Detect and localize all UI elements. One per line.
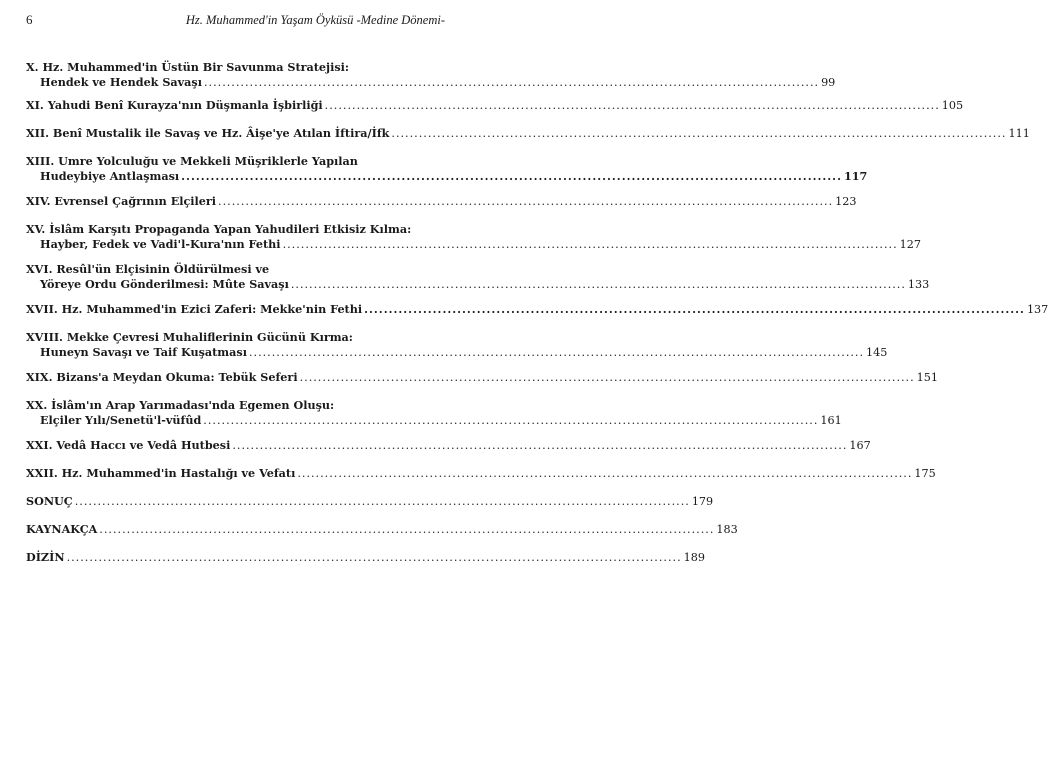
leader-dots: ....................................................................................................................................... xyxy=(297,467,913,480)
toc-entry-page: 133 xyxy=(907,278,930,291)
running-title: Hz. Muhammed'in Yaşam Öyküsü -Medine Dönemi- xyxy=(185,13,445,27)
toc-entry-title: XI. Yahudi Benî Kurayza'nın Düşmanla İşbirliği xyxy=(26,98,323,112)
toc-entry-title: DİZİN xyxy=(26,550,65,564)
toc-entry-title: Hudeybiye Antlaşması xyxy=(40,169,180,183)
toc-entry[interactable] xyxy=(26,194,857,209)
toc-entry[interactable] xyxy=(26,398,842,428)
toc-entry[interactable] xyxy=(26,330,888,360)
toc-entry-page: 111 xyxy=(1008,127,1030,140)
toc-entry-title: XII. Benî Mustalik ile Savaş ve Hz. Âişe'ye Atılan İftira/İfk xyxy=(26,126,390,140)
leader-dots: ....................................................................................................................................... xyxy=(203,414,819,427)
leader-dots: ....................................................................................................................................... xyxy=(324,99,940,112)
toc-entry-title: Hendek ve Hendek Savaşı xyxy=(40,75,202,89)
toc-entry-title: KAYNAKÇA xyxy=(26,522,98,536)
toc-entry-page: 167 xyxy=(849,439,871,452)
toc-entry-page: 189 xyxy=(683,551,706,564)
toc-entry[interactable] xyxy=(26,522,738,537)
leader-dots: ....................................................................................................................................... xyxy=(99,523,715,536)
toc-entry[interactable] xyxy=(26,222,922,252)
toc-entry-title: XIII. Umre Yolculuğu ve Mekkeli Müşriklerle Yapılan xyxy=(26,154,358,168)
toc-entry[interactable] xyxy=(26,550,706,565)
page-number: 6 xyxy=(26,12,33,27)
leader-dots: ....................................................................................................................................... xyxy=(391,127,1007,140)
toc-entry[interactable] xyxy=(26,370,939,385)
toc-entry-page: 179 xyxy=(691,495,714,508)
toc-entry[interactable] xyxy=(26,262,930,292)
leader-dots: ....................................................................................................................................... xyxy=(299,371,915,384)
leader-dots: ....................................................................................................................................... xyxy=(74,495,690,508)
toc-entry-title: XIV. Evrensel Çağrının Elçileri xyxy=(26,194,217,208)
page-header xyxy=(26,12,445,32)
toc-entry-title: Huneyn Savaşı ve Taif Kuşatması xyxy=(40,345,247,359)
toc-entry-title: XVI. Resûl'ün Elçisinin Öldürülmesi ve xyxy=(26,262,270,276)
toc-entry[interactable] xyxy=(26,302,1048,317)
leader-dots: ....................................................................................................................................... xyxy=(232,439,848,452)
leader-dots: ....................................................................................................................................... xyxy=(218,195,834,208)
leader-dots: ....................................................................................................................................... xyxy=(248,346,865,359)
leader-dots: ....................................................................................................................................... xyxy=(364,302,1025,316)
toc-entry-title: XVII. Hz. Muhammed'in Ezici Zaferi: Mekke'nin Fethi xyxy=(26,302,363,316)
toc-entry-title: XXI. Vedâ Haccı ve Vedâ Hutbesi xyxy=(26,438,231,452)
toc-entry-title: XIX. Bizans'a Meydan Okuma: Tebük Seferi xyxy=(26,370,298,384)
toc-entry[interactable] xyxy=(26,98,964,113)
toc-entry-page: 145 xyxy=(866,346,888,359)
toc-entry-page: 99 xyxy=(821,76,836,89)
table-of-contents xyxy=(26,60,1048,565)
toc-entry-page: 117 xyxy=(843,169,868,183)
toc-entry[interactable] xyxy=(26,60,836,90)
toc-entry-title: Elçiler Yılı/Senetü'l-vüfûd xyxy=(40,413,202,427)
toc-entry-page: 127 xyxy=(899,238,922,251)
toc-entry-title: XVIII. Mekke Çevresi Muhaliflerinin Gücünü Kırma: xyxy=(26,330,353,344)
toc-entry-title: Hayber, Fedek ve Vadi'l-Kura'nın Fethi xyxy=(40,237,281,251)
toc-entry-title: X. Hz. Muhammed'in Üstün Bir Savunma Stratejisi: xyxy=(26,60,350,74)
toc-entry-title: XX. İslâm'ın Arap Yarımadası'nda Egemen Oluşu: xyxy=(26,398,335,412)
leader-dots: ....................................................................................................................................... xyxy=(282,238,898,251)
toc-entry-page: 161 xyxy=(820,414,842,427)
leader-dots: ....................................................................................................................................... xyxy=(181,169,842,183)
toc-entry[interactable] xyxy=(26,438,871,453)
toc-entry-page: 137 xyxy=(1026,303,1048,316)
toc-entry-page: 105 xyxy=(941,99,964,112)
leader-dots: ....................................................................................................................................... xyxy=(203,76,820,89)
toc-entry[interactable] xyxy=(26,154,868,184)
toc-entry-title: Yöreye Ordu Gönderilmesi: Mûte Savaşı xyxy=(40,277,289,291)
toc-entry-page: 175 xyxy=(914,467,936,480)
toc-entry-title: XXII. Hz. Muhammed'in Hastalığı ve Vefatı xyxy=(26,466,296,480)
toc-entry-title: XV. İslâm Karşıtı Propaganda Yapan Yahudileri Etkisiz Kılma: xyxy=(26,222,412,236)
leader-dots: ....................................................................................................................................... xyxy=(290,278,906,291)
toc-entry-page: 151 xyxy=(916,371,939,384)
leader-dots: ....................................................................................................................................... xyxy=(66,551,682,564)
toc-entry[interactable] xyxy=(26,494,714,509)
toc-entry-page: 183 xyxy=(716,523,738,536)
toc-entry-page: 123 xyxy=(835,195,857,208)
toc-entry[interactable] xyxy=(26,126,1030,141)
toc-entry-title: SONUÇ xyxy=(26,494,73,508)
toc-entry[interactable] xyxy=(26,466,936,481)
